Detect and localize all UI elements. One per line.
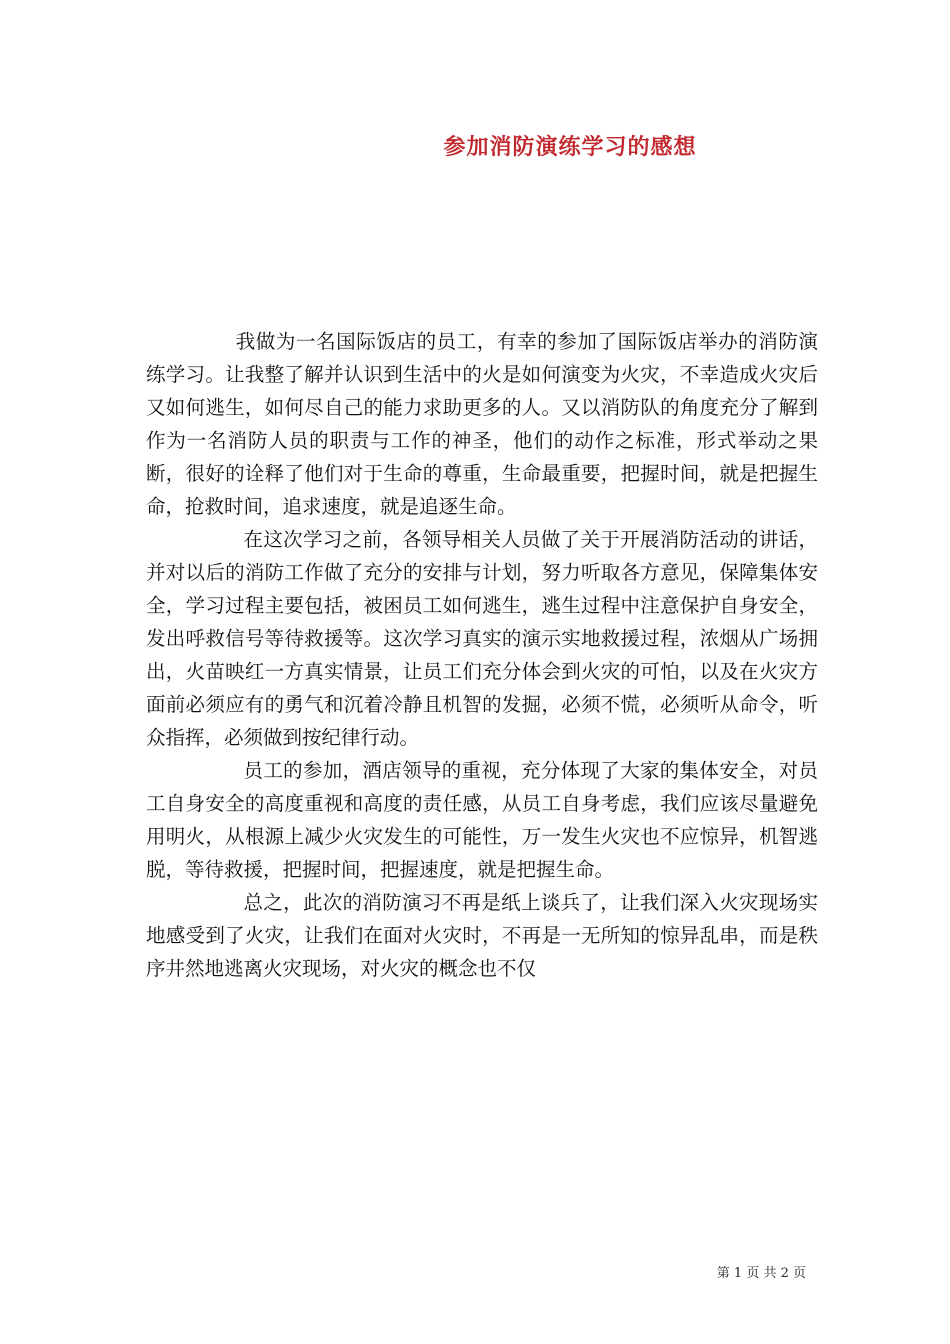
paragraph-3: 员工的参加，酒店领导的重视，充分体现了大家的集体安全，对员工自身安全的高度重视和高度的责任感，从员工自身考虑，我们应该尽量避免用明火，从根源上减少火灾发生的可能性，万一发生火灾也不应惊异，机智逃脱，等待救援，把握时间，把握速度，就是把握生命。 [146,759,818,881]
document-title: 参加消防演练学习的感想 [443,134,697,160]
paragraph-1: 我做为一名国际饭店的员工，有幸的参加了国际饭店举办的消防演练学习。让我整了解并认识到生活中的火是如何演变为火灾，不幸造成火灾后又如何逃生，如何尽自己的能力求助更多的人。又以消防队的角度充分了解到作为一名消防人员的职责与工作的神圣，他们的动作之标准，形式举动之果断，很好的诠释了他们对于生命的尊重，生命最重要，把握时间，就是把握生命，抢救时间，追求速度，就是追逐生命。 [146,330,818,518]
paragraph-4: 总之，此次的消防演习不再是纸上谈兵了，让我们深入火灾现场实地感受到了火灾，让我们在面对火灾时，不再是一无所知的惊异乱串，而是秩序井然地逃离火灾现场，对火灾的概念也不仅 [146,891,818,980]
document-body [146,325,818,985]
page-number-footer: 第 1 页 共 2 页 [716,1266,806,1281]
paragraph-2: 在这次学习之前，各领导相关人员做了关于开展消防活动的讲话，并对以后的消防工作做了充分的安排与计划，努力听取各方意见，保障集体安全，学习过程主要包括，被困员工如何逃生，逃生过程中注意保护自身安全，发出呼救信号等待救援等。这次学习真实的演示实地救援过程，浓烟从广场拥出，火苗映红一方真实情景，让员工们充分体会到火灾的可怕，以及在火灾方面前必须应有的勇气和沉着冷静且机智的发掘，必须不慌，必须听从命令，听众指挥，必须做到按纪律行动。 [146,528,818,749]
